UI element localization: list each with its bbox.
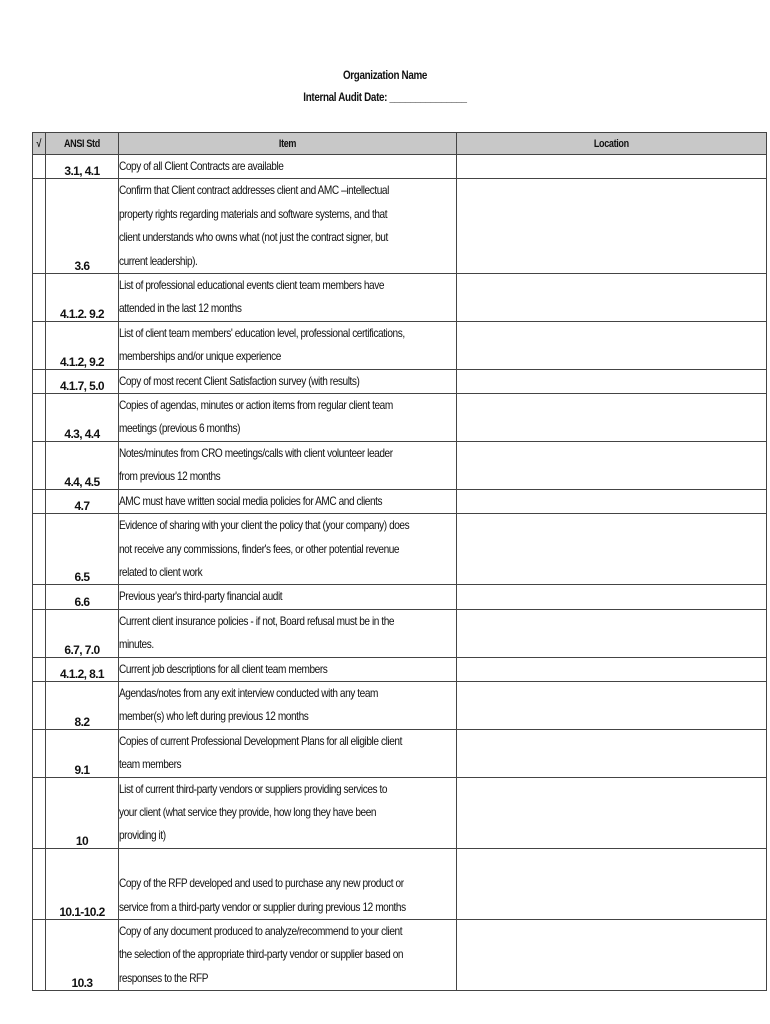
- item-text-line: Previous year's third-party financial audit: [119, 589, 283, 604]
- item-text-line: Copy of the RFP developed and used to purchase any new product or: [119, 876, 404, 891]
- location-cell[interactable]: [457, 441, 767, 489]
- item-text-line: minutes.: [119, 637, 154, 652]
- column-header-item: Item: [119, 133, 457, 155]
- location-cell[interactable]: [457, 777, 767, 848]
- table-row: [33, 321, 767, 369]
- check-cell[interactable]: [33, 920, 46, 991]
- ansi-std-cell: 3.1, 4.1: [46, 155, 119, 179]
- ansi-std-cell: 6.5: [46, 514, 119, 585]
- location-cell[interactable]: [457, 729, 767, 777]
- ansi-std-cell: 3.6: [46, 179, 119, 274]
- column-header-ansi-std: ANSI Std: [46, 133, 119, 155]
- location-cell[interactable]: [457, 179, 767, 274]
- item-text-line: List of professional educational events client team members have: [119, 278, 385, 293]
- check-cell[interactable]: [33, 681, 46, 729]
- item-cell: [119, 155, 457, 179]
- item-text-line: Evidence of sharing with your client the policy that (your company) does: [119, 518, 410, 533]
- table-row: [33, 585, 767, 609]
- check-cell[interactable]: [33, 369, 46, 393]
- ansi-std-cell: 8.2: [46, 681, 119, 729]
- item-text-line: List of client team members' education level, professional certifications,: [119, 325, 405, 340]
- location-cell[interactable]: [457, 155, 767, 179]
- table-row: [33, 681, 767, 729]
- ansi-std-cell: 4.1.2, 9.2: [46, 321, 119, 369]
- item-text-line: List of current third-party vendors or suppliers providing services to: [119, 781, 388, 796]
- check-cell[interactable]: [33, 848, 46, 919]
- table-row: [33, 514, 767, 585]
- item-text-line: member(s) who left during previous 12 months: [119, 709, 309, 724]
- item-text-line: attended in the last 12 months: [119, 301, 242, 316]
- check-cell[interactable]: [33, 274, 46, 322]
- item-text-line: team members: [119, 757, 182, 772]
- item-text-line: client understands who owns what (not just the contract signer, but: [119, 230, 388, 245]
- column-header-check: √: [33, 133, 46, 155]
- location-cell[interactable]: [457, 848, 767, 919]
- item-text-line: meetings (previous 6 months): [119, 421, 241, 436]
- ansi-std-cell: 4.1.7, 5.0: [46, 369, 119, 393]
- table-row: [33, 369, 767, 393]
- ansi-std-cell: 4.3, 4.4: [46, 394, 119, 442]
- item-cell: [119, 609, 457, 657]
- item-text-line: service from a third-party vendor or supplier during previous 12 months: [119, 899, 406, 914]
- table-row: [33, 489, 767, 513]
- item-text-line: memberships and/or unique experience: [119, 349, 281, 364]
- location-cell[interactable]: [457, 657, 767, 681]
- check-cell[interactable]: [33, 394, 46, 442]
- item-text-line: current leadership).: [119, 253, 198, 268]
- check-cell[interactable]: [33, 609, 46, 657]
- item-text-line: [119, 849, 402, 872]
- ansi-std-cell: 4.1.2, 8.1: [46, 657, 119, 681]
- ansi-std-cell: 6.7, 7.0: [46, 609, 119, 657]
- item-text-line: not receive any commissions, finder's fees, or other potential revenue: [119, 541, 400, 556]
- item-text-line: the selection of the appropriate third-party vendor or supplier based on: [119, 947, 404, 962]
- table-row: [33, 729, 767, 777]
- location-cell[interactable]: [457, 920, 767, 991]
- item-cell: [119, 321, 457, 369]
- location-cell[interactable]: [457, 394, 767, 442]
- ansi-std-cell: 6.6: [46, 585, 119, 609]
- item-text-line: property rights regarding materials and software systems, and that: [119, 206, 388, 221]
- check-cell[interactable]: [33, 321, 46, 369]
- table-row: [33, 777, 767, 848]
- item-text-line: responses to the RFP: [119, 970, 209, 985]
- item-cell: [119, 489, 457, 513]
- item-text-line: Notes/minutes from CRO meetings/calls with client volunteer leader: [119, 445, 393, 460]
- item-cell: [119, 657, 457, 681]
- item-text-line: providing it): [119, 828, 166, 843]
- location-cell[interactable]: [457, 681, 767, 729]
- item-cell: [119, 585, 457, 609]
- check-cell[interactable]: [33, 441, 46, 489]
- item-text-line: Copy of most recent Client Satisfaction survey (with results): [119, 373, 360, 388]
- ansi-std-cell: 10.3: [46, 920, 119, 991]
- column-header-location: Location: [457, 133, 767, 155]
- check-cell[interactable]: [33, 179, 46, 274]
- ansi-std-cell: 10.1-10.2: [46, 848, 119, 919]
- check-cell[interactable]: [33, 155, 46, 179]
- item-cell: [119, 394, 457, 442]
- item-cell: [119, 848, 457, 919]
- table-row: [33, 920, 767, 991]
- document-header: [0, 64, 770, 108]
- location-cell[interactable]: [457, 274, 767, 322]
- table-row: [33, 848, 767, 919]
- check-cell[interactable]: [33, 729, 46, 777]
- item-text-line: Copies of agendas, minutes or action items from regular client team: [119, 398, 393, 413]
- internal-audit-date: Internal Audit Date: _______________: [303, 90, 467, 104]
- ansi-std-cell: 9.1: [46, 729, 119, 777]
- item-text-line: Current client insurance policies - if not, Board refusal must be in the: [119, 613, 395, 628]
- item-text-line: Confirm that Client contract addresses client and AMC –intellectual: [119, 183, 389, 198]
- location-cell[interactable]: [457, 585, 767, 609]
- table-header-row: [33, 133, 767, 155]
- item-text-line: related to client work: [119, 564, 203, 579]
- item-cell: [119, 514, 457, 585]
- table-row: [33, 155, 767, 179]
- audit-checklist-table: [32, 132, 767, 991]
- location-cell[interactable]: [457, 609, 767, 657]
- item-cell: [119, 777, 457, 848]
- table-row: [33, 441, 767, 489]
- item-cell: [119, 729, 457, 777]
- item-text-line: Copy of all Client Contracts are available: [119, 159, 284, 173]
- item-text-line: Agendas/notes from any exit interview conducted with any team: [119, 685, 379, 700]
- item-cell: [119, 441, 457, 489]
- item-text-line: Current job descriptions for all client team members: [119, 661, 328, 676]
- item-cell: [119, 369, 457, 393]
- item-cell: [119, 920, 457, 991]
- item-cell: [119, 179, 457, 274]
- item-text-line: Copies of current Professional Development Plans for all eligible client: [119, 733, 402, 748]
- item-cell: [119, 274, 457, 322]
- check-cell[interactable]: [33, 514, 46, 585]
- location-cell[interactable]: [457, 514, 767, 585]
- check-cell[interactable]: [33, 777, 46, 848]
- item-cell: [119, 681, 457, 729]
- check-cell[interactable]: [33, 657, 46, 681]
- location-cell[interactable]: [457, 321, 767, 369]
- table-row: [33, 657, 767, 681]
- organization-name: Organization Name: [342, 68, 428, 82]
- check-cell[interactable]: [33, 585, 46, 609]
- ansi-std-cell: 4.4, 4.5: [46, 441, 119, 489]
- table-row: [33, 179, 767, 274]
- ansi-std-cell: 10: [46, 777, 119, 848]
- item-text-line: Copy of any document produced to analyze/recommend to your client: [119, 924, 403, 938]
- item-text-line: from previous 12 months: [119, 469, 221, 484]
- table-body: [33, 155, 767, 991]
- table-row: [33, 394, 767, 442]
- ansi-std-cell: 4.1.2. 9.2: [46, 274, 119, 322]
- ansi-std-cell: 4.7: [46, 489, 119, 513]
- check-cell[interactable]: [33, 489, 46, 513]
- location-cell[interactable]: [457, 369, 767, 393]
- item-text-line: your client (what service they provide, how long they have been: [119, 804, 377, 819]
- location-cell[interactable]: [457, 489, 767, 513]
- table-row: [33, 274, 767, 322]
- table-row: [33, 609, 767, 657]
- item-text-line: AMC must have written social media policies for AMC and clients: [119, 493, 383, 508]
